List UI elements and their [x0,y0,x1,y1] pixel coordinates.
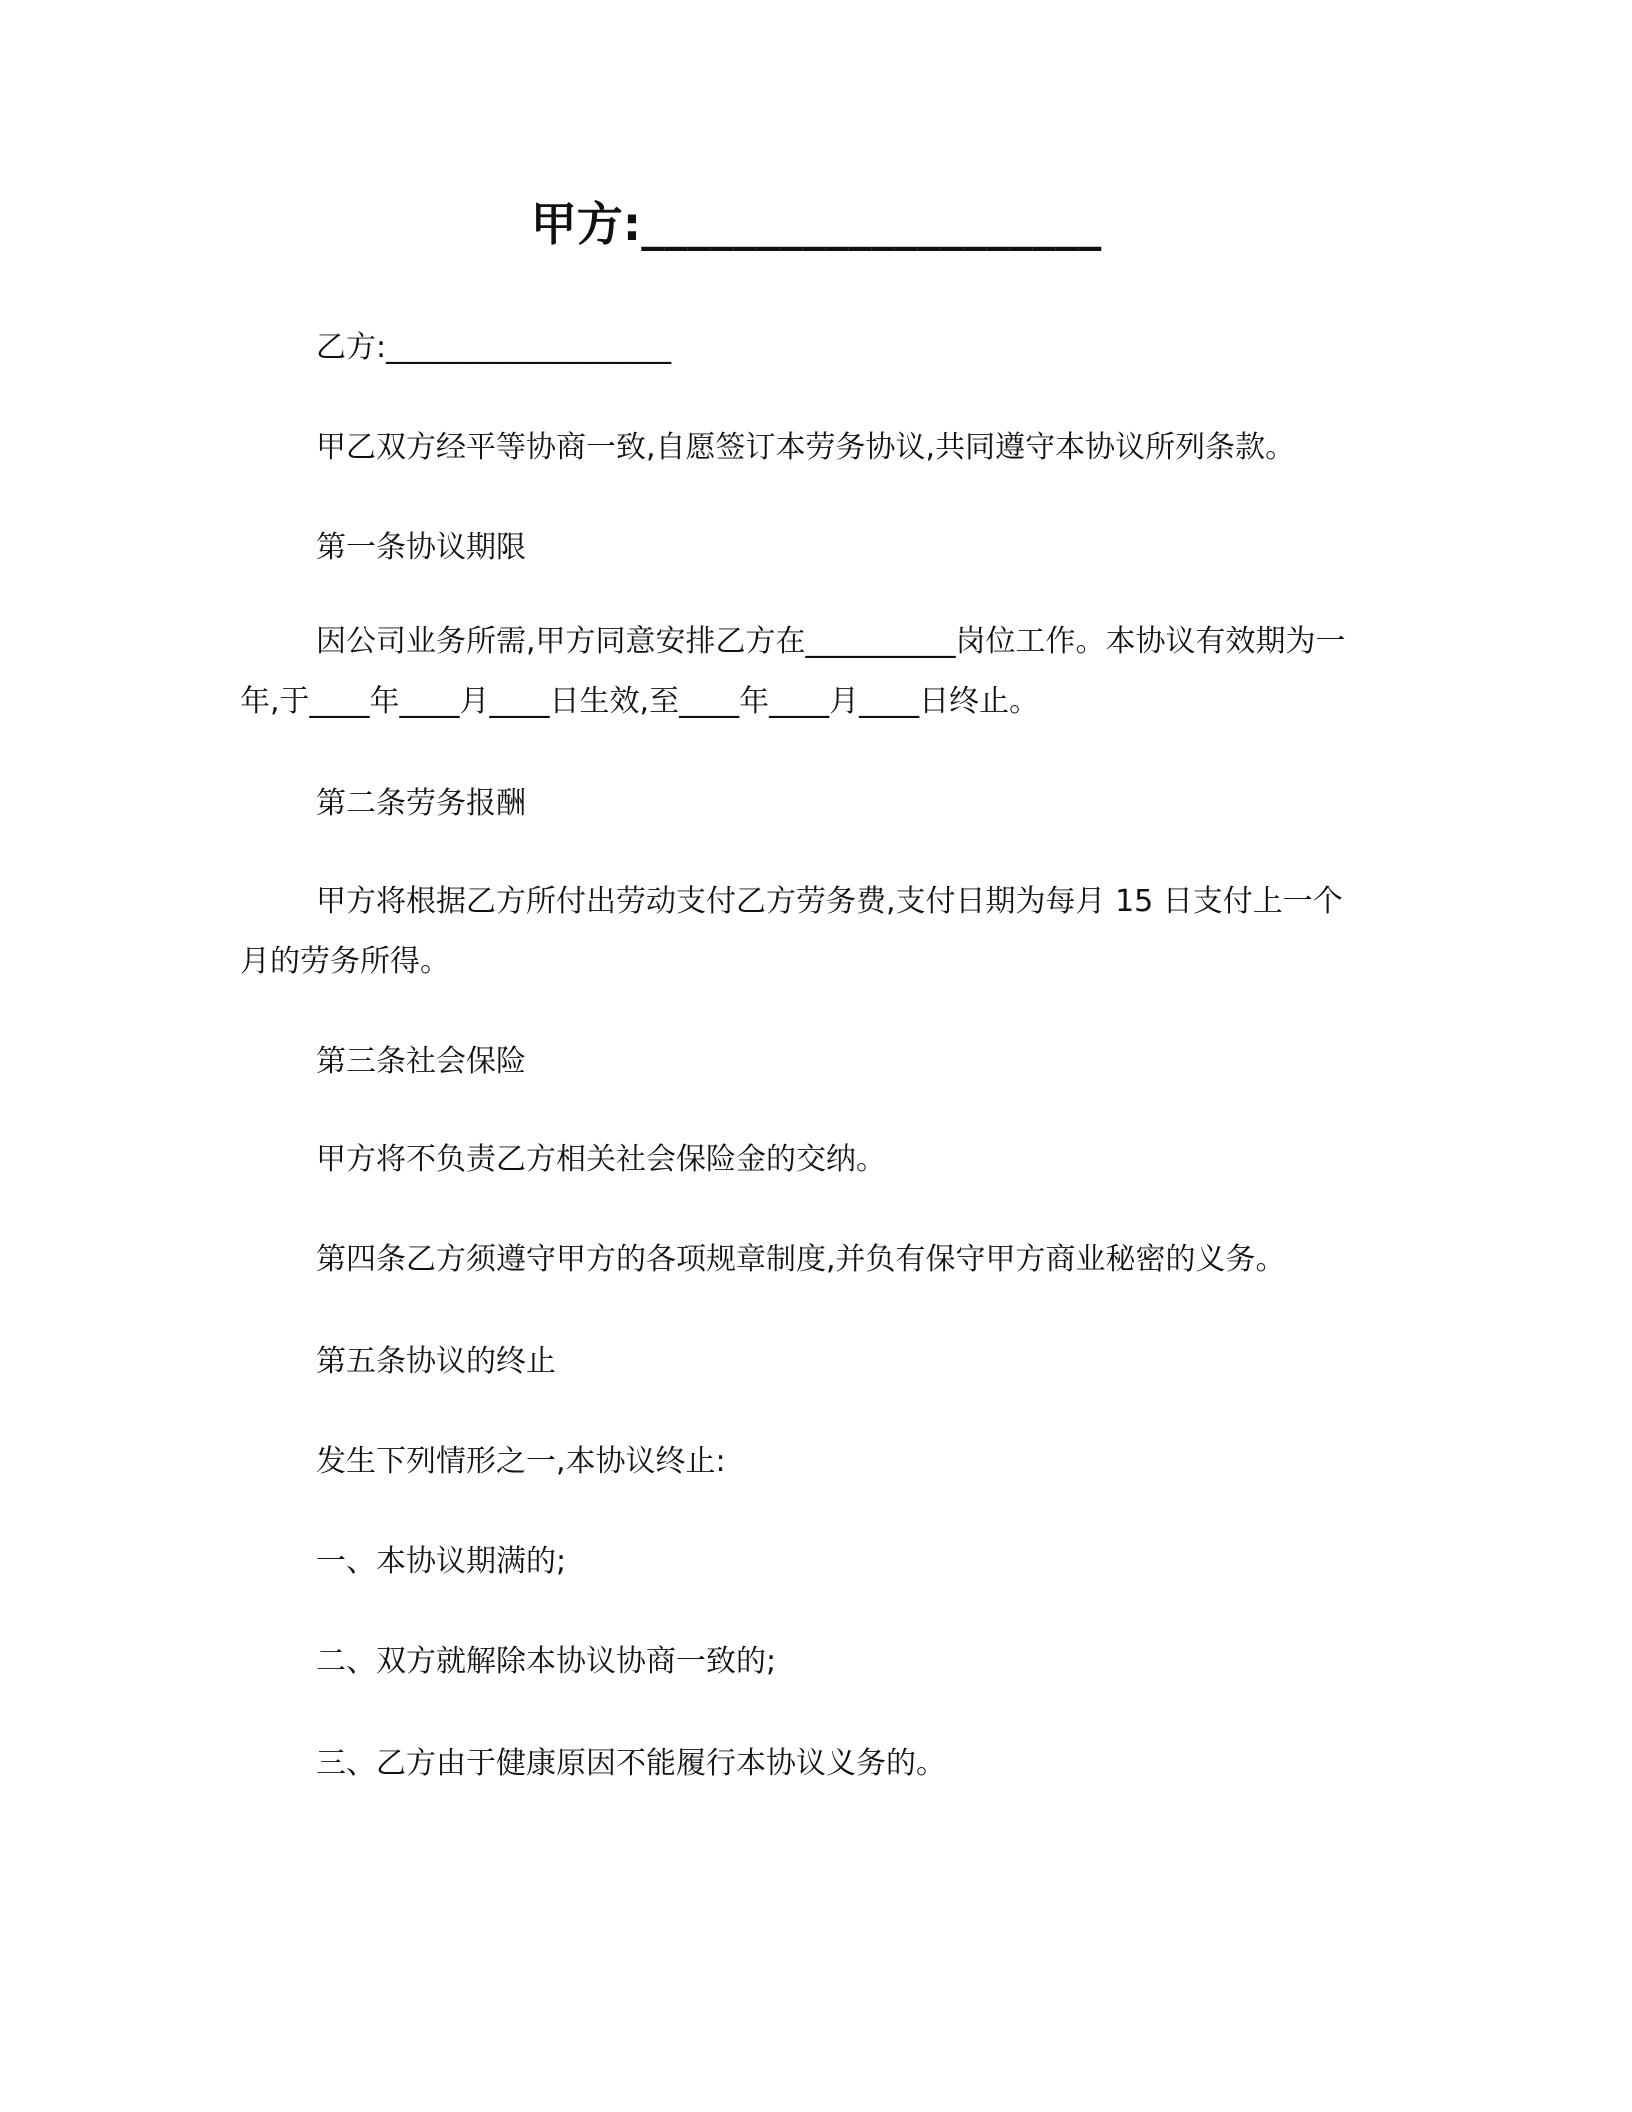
article-5-heading: 第五条协议的终止 [316,1344,556,1379]
article-2-heading: 第二条劳务报酬 [316,786,526,821]
article-3-heading: 第三条社会保险 [316,1044,526,1079]
article-5-item-1: 一、本协议期满的; [316,1544,567,1579]
article-3-body: 甲方将不负责乙方相关社会保险金的交纳。 [316,1142,886,1177]
article-5-item-2: 二、双方就解除本协议协商一致的; [316,1644,777,1679]
article-5-item-3: 三、乙方由于健康原因不能履行本协议义务的。 [316,1746,946,1781]
article-4-paragraph: 第四条乙方须遵守甲方的各项规章制度,并负有保守甲方商业秘密的义务。 [316,1242,1286,1277]
intro-paragraph: 甲乙双方经平等协商一致,自愿签订本劳务协议,共同遵守本协议所列条款。 [316,430,1296,465]
party-b-line: 乙方:___________________ [316,330,672,365]
article-2-body: 甲方将根据乙方所付出劳动支付乙方劳务费,支付日期为每月 15 日支付上一个月的劳务所得。 [240,884,1343,979]
document-title: 甲方:____________________ [530,197,1102,251]
article-1-heading: 第一条协议期限 [316,530,526,565]
article-1-body: 因公司业务所需,甲方同意安排乙方在__________岗位工作。本协议有效期为一年,于____年____月____日生效,至____年____月____日终止。 [240,624,1346,719]
article-5-intro: 发生下列情形之一,本协议终止: [316,1444,726,1479]
